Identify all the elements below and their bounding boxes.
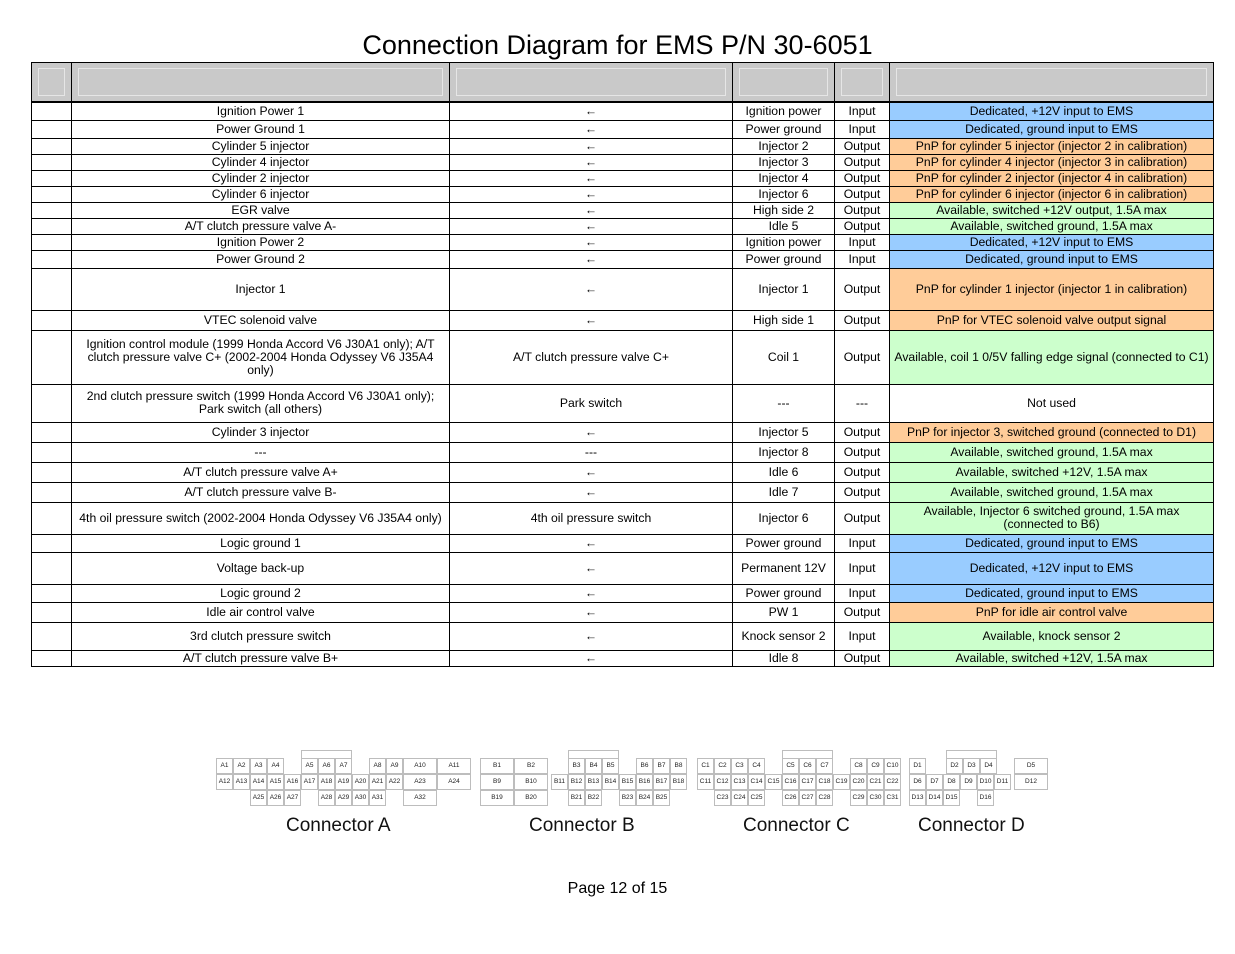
connector-pin: A15 xyxy=(267,774,284,790)
function-cell: Power Ground 2 xyxy=(72,250,450,268)
connector-pin: C7 xyxy=(816,758,833,774)
connector-pin: B8 xyxy=(670,758,687,774)
pin-cell xyxy=(32,310,72,330)
pin-cell xyxy=(32,650,72,666)
connector-pin: A5 xyxy=(301,758,318,774)
connector-pin: A18 xyxy=(318,774,335,790)
ems-wire-cell: ← xyxy=(450,310,733,330)
ems-pin-cell: Power ground xyxy=(733,120,835,138)
connector-pin: B23 xyxy=(619,790,636,806)
notes-cell: Available, knock sensor 2 xyxy=(890,622,1214,650)
function-cell: Cylinder 3 injector xyxy=(72,422,450,442)
notes-cell: Available, Injector 6 switched ground, 1.5A max (connected to B6) xyxy=(890,502,1214,534)
pin-cell xyxy=(32,138,72,154)
ems-pin-cell: PW 1 xyxy=(733,602,835,622)
pin-cell xyxy=(32,552,72,584)
connector-pin: C26 xyxy=(782,790,799,806)
connector-pin: C31 xyxy=(884,790,901,806)
connector-pin: C8 xyxy=(850,758,867,774)
io-cell: Output xyxy=(835,138,890,154)
ems-pin-cell: Knock sensor 2 xyxy=(733,622,835,650)
connector-pin: C21 xyxy=(867,774,884,790)
connector-pin: C23 xyxy=(714,790,731,806)
connector-pin: A3 xyxy=(250,758,267,774)
notes-cell: Dedicated, +12V input to EMS xyxy=(890,552,1214,584)
pin-cell xyxy=(32,482,72,502)
connector-pin: A23 xyxy=(403,774,437,790)
io-cell: --- xyxy=(835,384,890,422)
io-cell: Input xyxy=(835,120,890,138)
notes-cell: Dedicated, +12V input to EMS xyxy=(890,102,1214,120)
connector-pin: A10 xyxy=(403,758,437,774)
ems-pin-cell: Injector 2 xyxy=(733,138,835,154)
ems-wire-cell: ← xyxy=(450,602,733,622)
connector-pin: A17 xyxy=(301,774,318,790)
function-cell: 3rd clutch pressure switch xyxy=(72,622,450,650)
connector-pin: B9 xyxy=(480,774,514,790)
function-cell: Idle air control valve xyxy=(72,602,450,622)
connector-pin: A20 xyxy=(352,774,369,790)
ems-pin-cell: Ignition power xyxy=(733,102,835,120)
io-cell: Input xyxy=(835,584,890,602)
table-row xyxy=(32,120,1214,138)
function-cell: Cylinder 2 injector xyxy=(72,170,450,186)
ems-wire-cell: ← xyxy=(450,622,733,650)
io-cell: Output xyxy=(835,442,890,462)
function-cell: VTEC solenoid valve xyxy=(72,310,450,330)
io-cell: Output xyxy=(835,186,890,202)
table-row xyxy=(32,268,1214,310)
connector-pin: D5 xyxy=(1014,758,1048,774)
ems-wire-cell: ← xyxy=(450,102,733,120)
connector-pin: D13 xyxy=(909,790,926,806)
function-cell: Injector 1 xyxy=(72,268,450,310)
connector-pin: A16 xyxy=(284,774,301,790)
table-header-row xyxy=(32,63,1214,103)
connector-pin: D14 xyxy=(926,790,943,806)
io-cell: Output xyxy=(835,170,890,186)
pin-cell xyxy=(32,462,72,482)
ems-wire-cell: --- xyxy=(450,442,733,462)
connector-pin: B15 xyxy=(619,774,636,790)
connector-pin: A31 xyxy=(369,790,386,806)
connector-pin: B13 xyxy=(585,774,602,790)
ems-pin-cell: Injector 6 xyxy=(733,502,835,534)
ems-wire-cell: ← xyxy=(450,154,733,170)
ems-pin-cell: Injector 6 xyxy=(733,186,835,202)
ems-wire-cell: ← xyxy=(450,250,733,268)
io-cell: Output xyxy=(835,502,890,534)
connector-pin: A25 xyxy=(250,790,267,806)
connector-pin: A19 xyxy=(335,774,352,790)
notes-cell: PnP for cylinder 1 injector (injector 1 in calibration) xyxy=(890,268,1214,310)
connector-pin: D9 xyxy=(960,774,977,790)
function-cell: Cylinder 6 injector xyxy=(72,186,450,202)
table-row xyxy=(32,552,1214,584)
ems-wire-cell: ← xyxy=(450,234,733,250)
connector-pin: A22 xyxy=(386,774,403,790)
ems-pin-cell: Power ground xyxy=(733,534,835,552)
notes-cell: Available, switched +12V, 1.5A max xyxy=(890,650,1214,666)
header-cell xyxy=(72,63,450,103)
page-title: Connection Diagram for EMS P/N 30-6051 xyxy=(362,30,873,60)
header-cell xyxy=(890,63,1214,103)
pin-cell xyxy=(32,154,72,170)
io-cell: Output xyxy=(835,422,890,442)
connector-pin: B25 xyxy=(653,790,670,806)
ems-wire-cell: A/T clutch pressure valve C+ xyxy=(450,330,733,384)
io-cell: Output xyxy=(835,154,890,170)
ems-wire-cell: ← xyxy=(450,170,733,186)
table-row xyxy=(32,482,1214,502)
pin-cell xyxy=(32,186,72,202)
pin-cell xyxy=(32,268,72,310)
io-cell: Output xyxy=(835,310,890,330)
notes-cell: PnP for injector 3, switched ground (connected to D1) xyxy=(890,422,1214,442)
connector-pin: B17 xyxy=(653,774,670,790)
io-cell: Output xyxy=(835,218,890,234)
header-cell xyxy=(835,63,890,103)
function-cell: Ignition Power 1 xyxy=(72,102,450,120)
connector-pin: C9 xyxy=(867,758,884,774)
connector-pin: C4 xyxy=(748,758,765,774)
connector-pin: C2 xyxy=(714,758,731,774)
notes-cell: PnP for cylinder 4 injector (injector 3 in calibration) xyxy=(890,154,1214,170)
io-cell: Input xyxy=(835,102,890,120)
connector-pin: A29 xyxy=(335,790,352,806)
connector-pin: C5 xyxy=(782,758,799,774)
io-cell: Input xyxy=(835,234,890,250)
connector-pin: C11 xyxy=(697,774,714,790)
connector-key-tab xyxy=(568,750,619,758)
notes-cell: Available, switched +12V output, 1.5A max xyxy=(890,202,1214,218)
connector-pin: A8 xyxy=(369,758,386,774)
connector-pin: D2 xyxy=(946,758,963,774)
connector-pin: A30 xyxy=(352,790,369,806)
table-row xyxy=(32,218,1214,234)
table-row xyxy=(32,202,1214,218)
function-cell: Power Ground 1 xyxy=(72,120,450,138)
connector-c-label: Connector C xyxy=(743,815,850,836)
connector-key-tab xyxy=(301,750,352,758)
io-cell: Output xyxy=(835,202,890,218)
ems-pin-cell: Injector 1 xyxy=(733,268,835,310)
connector-pin: D3 xyxy=(963,758,980,774)
connector-pin: A27 xyxy=(284,790,301,806)
ems-pin-cell: Permanent 12V xyxy=(733,552,835,584)
function-cell: 2nd clutch pressure switch (1999 Honda Accord V6 J30A1 only); Park switch (all others) xyxy=(72,384,450,422)
notes-cell: Available, switched ground, 1.5A max xyxy=(890,218,1214,234)
connector-pin: C30 xyxy=(867,790,884,806)
table-row xyxy=(32,534,1214,552)
function-cell: A/T clutch pressure valve B+ xyxy=(72,650,450,666)
ems-pin-cell: Ignition power xyxy=(733,234,835,250)
connector-pin: A11 xyxy=(437,758,471,774)
ems-pin-cell: Power ground xyxy=(733,584,835,602)
pin-cell xyxy=(32,602,72,622)
table-row xyxy=(32,170,1214,186)
pin-cell xyxy=(32,250,72,268)
ems-wire-cell: ← xyxy=(450,552,733,584)
page-number: Page 12 of 15 xyxy=(567,880,668,897)
pin-cell xyxy=(32,120,72,138)
pin-cell xyxy=(32,502,72,534)
connector-pin: D15 xyxy=(943,790,960,806)
table-row xyxy=(32,138,1214,154)
connector-pin: C16 xyxy=(782,774,799,790)
table-row xyxy=(32,650,1214,666)
function-cell: Ignition control module (1999 Honda Accord V6 J30A1 only); A/T clutch pressure valve C+ (2002-2004 Honda Odyssey V6 J35A4 only) xyxy=(72,330,450,384)
ems-wire-cell: ← xyxy=(450,584,733,602)
ems-wire-cell: ← xyxy=(450,202,733,218)
notes-cell: Available, coil 1 0/5V falling edge signal (connected to C1) xyxy=(890,330,1214,384)
notes-cell: Dedicated, ground input to EMS xyxy=(890,534,1214,552)
function-cell: Voltage back-up xyxy=(72,552,450,584)
notes-cell: PnP for cylinder 5 injector (injector 2 in calibration) xyxy=(890,138,1214,154)
connector-pin: C29 xyxy=(850,790,867,806)
ems-pin-cell: Injector 4 xyxy=(733,170,835,186)
ems-wire-cell: ← xyxy=(450,462,733,482)
connector-pin: A7 xyxy=(335,758,352,774)
connector-pin: A24 xyxy=(437,774,471,790)
header-cell xyxy=(733,63,835,103)
function-cell: A/T clutch pressure valve A+ xyxy=(72,462,450,482)
notes-cell: Dedicated, ground input to EMS xyxy=(890,120,1214,138)
connector-pin: C13 xyxy=(731,774,748,790)
connector-pin: B2 xyxy=(514,758,548,774)
pin-cell xyxy=(32,384,72,422)
connector-pin: C22 xyxy=(884,774,901,790)
table-row xyxy=(32,502,1214,534)
connector-pin: C3 xyxy=(731,758,748,774)
connector-pin: B24 xyxy=(636,790,653,806)
connector-pin: C18 xyxy=(816,774,833,790)
connector-pin: A9 xyxy=(386,758,403,774)
function-cell: Cylinder 4 injector xyxy=(72,154,450,170)
ems-wire-cell: ← xyxy=(450,138,733,154)
pin-cell xyxy=(32,442,72,462)
function-cell: A/T clutch pressure valve B- xyxy=(72,482,450,502)
table-row xyxy=(32,384,1214,422)
notes-cell: Available, switched ground, 1.5A max xyxy=(890,442,1214,462)
connector-pin: A14 xyxy=(250,774,267,790)
notes-cell: Dedicated, ground input to EMS xyxy=(890,250,1214,268)
ems-wire-cell: Park switch xyxy=(450,384,733,422)
connector-pin: B7 xyxy=(653,758,670,774)
pin-cell xyxy=(32,102,72,120)
notes-cell: PnP for cylinder 6 injector (injector 6 in calibration) xyxy=(890,186,1214,202)
function-cell: EGR valve xyxy=(72,202,450,218)
notes-cell: Dedicated, +12V input to EMS xyxy=(890,234,1214,250)
table-row xyxy=(32,234,1214,250)
connector-pin: C25 xyxy=(748,790,765,806)
table-row xyxy=(32,442,1214,462)
connector-pin: D10 xyxy=(977,774,994,790)
function-cell: Logic ground 2 xyxy=(72,584,450,602)
connector-pin: B3 xyxy=(568,758,585,774)
connector-pin: A1 xyxy=(216,758,233,774)
ems-pin-cell: Injector 3 xyxy=(733,154,835,170)
connector-pin: D8 xyxy=(943,774,960,790)
notes-cell: PnP for cylinder 2 injector (injector 4 in calibration) xyxy=(890,170,1214,186)
io-cell: Output xyxy=(835,650,890,666)
connector-b-label: Connector B xyxy=(529,815,635,836)
pin-cell xyxy=(32,422,72,442)
function-cell: Cylinder 5 injector xyxy=(72,138,450,154)
notes-cell: Dedicated, ground input to EMS xyxy=(890,584,1214,602)
connector-pin: B10 xyxy=(514,774,548,790)
table-row xyxy=(32,602,1214,622)
pin-cell xyxy=(32,170,72,186)
connector-pin: B6 xyxy=(636,758,653,774)
ems-wire-cell: ← xyxy=(450,534,733,552)
ems-pin-cell: Idle 7 xyxy=(733,482,835,502)
connector-pin: B18 xyxy=(670,774,687,790)
notes-cell: Available, switched ground, 1.5A max xyxy=(890,482,1214,502)
connector-pin: B21 xyxy=(568,790,585,806)
ems-pin-cell: Idle 6 xyxy=(733,462,835,482)
connector-pin: B19 xyxy=(480,790,514,806)
connector-pin: C12 xyxy=(714,774,731,790)
function-cell: A/T clutch pressure valve A- xyxy=(72,218,450,234)
pin-cell xyxy=(32,534,72,552)
connector-key-tab xyxy=(946,750,997,758)
connector-pin: D12 xyxy=(1014,774,1048,790)
ems-pin-cell: High side 2 xyxy=(733,202,835,218)
connector-pinout-diagram xyxy=(216,756,1048,806)
connector-pin: C14 xyxy=(748,774,765,790)
connector-pin: D7 xyxy=(926,774,943,790)
function-cell: Ignition Power 2 xyxy=(72,234,450,250)
ems-wire-cell: ← xyxy=(450,218,733,234)
connector-pin: B16 xyxy=(636,774,653,790)
ems-pin-cell: Coil 1 xyxy=(733,330,835,384)
table-row xyxy=(32,154,1214,170)
io-cell: Output xyxy=(835,602,890,622)
table-row xyxy=(32,330,1214,384)
pin-cell xyxy=(32,218,72,234)
connector-pin: A2 xyxy=(233,758,250,774)
connector-pin: C24 xyxy=(731,790,748,806)
io-cell: Output xyxy=(835,462,890,482)
connector-pin: C19 xyxy=(833,774,850,790)
ems-wire-cell: ← xyxy=(450,186,733,202)
table-row xyxy=(32,250,1214,268)
ems-pin-cell: Idle 8 xyxy=(733,650,835,666)
connector-pin: B12 xyxy=(568,774,585,790)
table-row xyxy=(32,186,1214,202)
connector-pin: A4 xyxy=(267,758,284,774)
ems-pin-cell: --- xyxy=(733,384,835,422)
connector-pin: A21 xyxy=(369,774,386,790)
pin-cell xyxy=(32,234,72,250)
notes-cell: Not used xyxy=(890,384,1214,422)
connector-pin: A32 xyxy=(403,790,437,806)
connector-pin: C10 xyxy=(884,758,901,774)
header-cell xyxy=(450,63,733,103)
ems-wire-cell: ← xyxy=(450,268,733,310)
connector-pin: C27 xyxy=(799,790,816,806)
ems-wire-cell: ← xyxy=(450,120,733,138)
connector-pin: B20 xyxy=(514,790,548,806)
connector-pin: B4 xyxy=(585,758,602,774)
io-cell: Input xyxy=(835,552,890,584)
connector-d-label: Connector D xyxy=(918,815,1025,836)
io-cell: Output xyxy=(835,268,890,310)
notes-cell: PnP for VTEC solenoid valve output signal xyxy=(890,310,1214,330)
connector-pin: B14 xyxy=(602,774,619,790)
ems-pin-cell: Idle 5 xyxy=(733,218,835,234)
connector-pin: B11 xyxy=(551,774,568,790)
ems-pin-cell: Power ground xyxy=(733,250,835,268)
table-row xyxy=(32,102,1214,120)
function-cell: 4th oil pressure switch (2002-2004 Honda Odyssey V6 J35A4 only) xyxy=(72,502,450,534)
pin-cell xyxy=(32,584,72,602)
connector-pin: D11 xyxy=(994,774,1011,790)
notes-cell: Available, switched +12V, 1.5A max xyxy=(890,462,1214,482)
function-cell: --- xyxy=(72,442,450,462)
connector-pin: A6 xyxy=(318,758,335,774)
io-cell: Input xyxy=(835,534,890,552)
table-row xyxy=(32,584,1214,602)
connector-a-label: Connector A xyxy=(286,815,391,836)
connector-pin: D4 xyxy=(980,758,997,774)
io-cell: Input xyxy=(835,250,890,268)
ems-pin-cell: High side 1 xyxy=(733,310,835,330)
connector-pin: C28 xyxy=(816,790,833,806)
table-row xyxy=(32,462,1214,482)
pin-cell xyxy=(32,202,72,218)
notes-cell: PnP for idle air control valve xyxy=(890,602,1214,622)
table-row xyxy=(32,310,1214,330)
pin-cell xyxy=(32,330,72,384)
connector-pin: D6 xyxy=(909,774,926,790)
io-cell: Input xyxy=(835,622,890,650)
connector-pin: A13 xyxy=(233,774,250,790)
connection-table xyxy=(31,62,1214,667)
ems-pin-cell: Injector 5 xyxy=(733,422,835,442)
connector-key-tab xyxy=(782,750,833,758)
connector-pin: A12 xyxy=(216,774,233,790)
table-row xyxy=(32,622,1214,650)
connector-pin: B22 xyxy=(585,790,602,806)
connector-pin: C6 xyxy=(799,758,816,774)
connector-pin: C1 xyxy=(697,758,714,774)
connector-pin: A26 xyxy=(267,790,284,806)
header-cell xyxy=(32,63,72,103)
connector-pin: B1 xyxy=(480,758,514,774)
connector-pin: C15 xyxy=(765,774,782,790)
table-row xyxy=(32,422,1214,442)
ems-wire-cell: 4th oil pressure switch xyxy=(450,502,733,534)
ems-wire-cell: ← xyxy=(450,482,733,502)
io-cell: Output xyxy=(835,330,890,384)
connector-pin: B5 xyxy=(602,758,619,774)
pin-cell xyxy=(32,622,72,650)
io-cell: Output xyxy=(835,482,890,502)
ems-wire-cell: ← xyxy=(450,650,733,666)
function-cell: Logic ground 1 xyxy=(72,534,450,552)
connector-pin: C17 xyxy=(799,774,816,790)
connector-pin: D16 xyxy=(977,790,994,806)
connector-pin: D1 xyxy=(909,758,926,774)
connector-pin: A28 xyxy=(318,790,335,806)
ems-pin-cell: Injector 8 xyxy=(733,442,835,462)
connector-pin: C20 xyxy=(850,774,867,790)
ems-wire-cell: ← xyxy=(450,422,733,442)
